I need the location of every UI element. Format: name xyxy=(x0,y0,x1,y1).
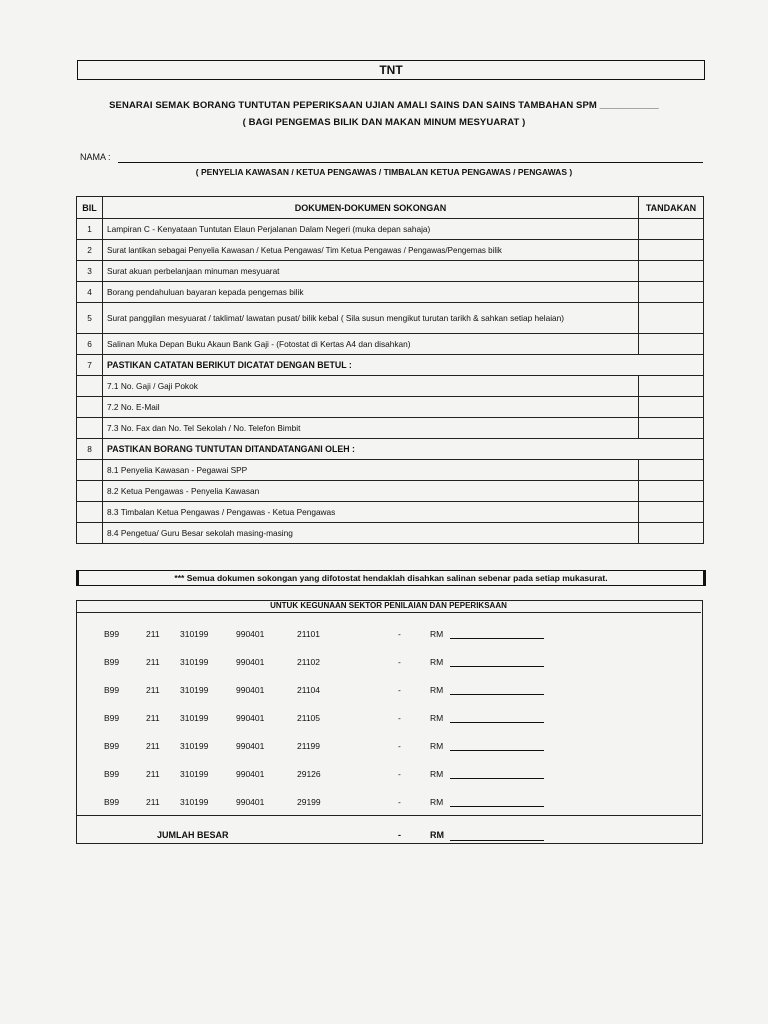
blank-bil xyxy=(77,481,103,502)
total-divider xyxy=(76,815,701,816)
code-c5: 21102 xyxy=(297,657,321,667)
code-c2: 211 xyxy=(146,713,160,723)
row-dash: - xyxy=(398,741,401,751)
row-number: 5 xyxy=(77,303,103,334)
account-code-row xyxy=(0,769,768,781)
table-row xyxy=(77,334,704,355)
rm-label: RM xyxy=(430,797,444,807)
code-c2: 211 xyxy=(146,629,160,639)
tick-cell[interactable] xyxy=(639,502,704,523)
tick-cell[interactable] xyxy=(639,376,704,397)
account-code-row xyxy=(0,741,768,753)
section-8-item: 8.3 Timbalan Ketua Pengawas / Pengawas - Ketua Pengawas xyxy=(103,502,639,523)
code-c3: 310199 xyxy=(180,657,209,667)
table-row xyxy=(77,303,704,334)
row-number: 1 xyxy=(77,219,103,240)
amount-line[interactable] xyxy=(450,778,544,779)
tick-cell[interactable] xyxy=(639,397,704,418)
account-code-row xyxy=(0,657,768,669)
rm-label: RM xyxy=(430,741,444,751)
row-text: Surat panggilan mesyuarat / taklimat/ lawatan pusat/ bilik kebal ( Sila susun mengikut turutan tarikh & sahkan setiap helaian) xyxy=(103,303,639,334)
section-7-item: 7.1 No. Gaji / Gaji Pokok xyxy=(103,376,639,397)
code-c1: B99 xyxy=(104,713,120,723)
row-number: 8 xyxy=(77,439,103,460)
rm-label: RM xyxy=(430,629,444,639)
section-7-item: 7.3 No. Fax dan No. Tel Sekolah / No. Telefon Bimbit xyxy=(103,418,639,439)
tick-cell[interactable] xyxy=(639,282,704,303)
code-c5: 21199 xyxy=(297,741,321,751)
code-c4: 990401 xyxy=(236,769,265,779)
code-c3: 310199 xyxy=(180,741,209,751)
code-c3: 310199 xyxy=(180,713,209,723)
table-row xyxy=(77,219,704,240)
code-c3: 310199 xyxy=(180,769,209,779)
section-8-item: 8.1 Penyelia Kawasan - Pegawai SPP xyxy=(103,460,639,481)
section-7-title: PASTIKAN CATATAN BERIKUT DICATAT DENGAN BETUL : xyxy=(103,355,704,376)
code-c3: 310199 xyxy=(180,685,209,695)
sector-title: UNTUK KEGUNAAN SEKTOR PENILAIAN DAN PEPERIKSAAN xyxy=(76,600,701,613)
code-c2: 211 xyxy=(146,685,160,695)
total-rm-label: RM xyxy=(430,830,444,840)
row-dash: - xyxy=(398,797,401,807)
header-tandakan: TANDAKAN xyxy=(639,197,704,219)
account-code-row xyxy=(0,797,768,809)
list-item xyxy=(77,481,704,502)
code-c1: B99 xyxy=(104,797,120,807)
code-c5: 29126 xyxy=(297,769,321,779)
code-c4: 990401 xyxy=(236,797,265,807)
code-c2: 211 xyxy=(146,769,160,779)
section-8-item: 8.4 Pengetua/ Guru Besar sekolah masing-masing xyxy=(103,523,639,544)
code-c5: 21101 xyxy=(297,629,321,639)
section-8-title-row xyxy=(77,439,704,460)
list-item xyxy=(77,376,704,397)
rm-label: RM xyxy=(430,769,444,779)
section-7-title-row xyxy=(77,355,704,376)
code-c5: 21104 xyxy=(297,685,321,695)
title-box: TNT xyxy=(77,60,705,80)
blank-bil xyxy=(77,523,103,544)
documents-table xyxy=(76,196,704,544)
row-dash: - xyxy=(398,629,401,639)
amount-line[interactable] xyxy=(450,666,544,667)
account-code-row xyxy=(0,713,768,725)
row-dash: - xyxy=(398,769,401,779)
section-7-item: 7.2 No. E-Mail xyxy=(103,397,639,418)
list-item xyxy=(77,460,704,481)
tick-cell[interactable] xyxy=(639,334,704,355)
row-dash: - xyxy=(398,657,401,667)
code-c1: B99 xyxy=(104,685,120,695)
total-amount-line[interactable] xyxy=(450,840,544,841)
blank-bil xyxy=(77,418,103,439)
tick-cell[interactable] xyxy=(639,303,704,334)
code-c2: 211 xyxy=(146,797,160,807)
code-c5: 29199 xyxy=(297,797,321,807)
header-bil: BIL xyxy=(77,197,103,219)
row-number: 7 xyxy=(77,355,103,376)
tick-cell[interactable] xyxy=(639,418,704,439)
row-number: 3 xyxy=(77,261,103,282)
amount-line[interactable] xyxy=(450,722,544,723)
code-c1: B99 xyxy=(104,769,120,779)
section-8-title: PASTIKAN BORANG TUNTUTAN DITANDATANGANI OLEH : xyxy=(103,439,704,460)
table-row xyxy=(77,282,704,303)
code-c4: 990401 xyxy=(236,741,265,751)
code-c2: 211 xyxy=(146,741,160,751)
certification-note: *** Semua dokumen sokongan yang difotostat hendaklah disahkan salinan sebenar pada setiap mukasurat. xyxy=(76,570,706,586)
code-c3: 310199 xyxy=(180,797,209,807)
row-number: 4 xyxy=(77,282,103,303)
tick-cell[interactable] xyxy=(639,523,704,544)
amount-line[interactable] xyxy=(450,694,544,695)
code-c1: B99 xyxy=(104,657,120,667)
heading-line-2: ( BAGI PENGEMAS BILIK DAN MAKAN MINUM MESYUARAT ) xyxy=(242,117,526,128)
tick-cell[interactable] xyxy=(639,219,704,240)
amount-line[interactable] xyxy=(450,806,544,807)
row-text: Borang pendahuluan bayaran kepada pengemas bilik xyxy=(103,282,639,303)
roles-note: ( PENYELIA KAWASAN / KETUA PENGAWAS / TIMBALAN KETUA PENGAWAS / PENGAWAS ) xyxy=(195,167,573,177)
code-c1: B99 xyxy=(104,629,120,639)
code-c4: 990401 xyxy=(236,713,265,723)
table-row xyxy=(77,240,704,261)
list-item xyxy=(77,502,704,523)
amount-line[interactable] xyxy=(450,750,544,751)
section-8-item: 8.2 Ketua Pengawas - Penyelia Kawasan xyxy=(103,481,639,502)
rm-label: RM xyxy=(430,685,444,695)
nama-field-line[interactable] xyxy=(118,162,703,163)
header-documents: DOKUMEN-DOKUMEN SOKONGAN xyxy=(103,197,639,219)
table-header-row xyxy=(77,197,704,219)
code-c4: 990401 xyxy=(236,657,265,667)
list-item xyxy=(77,418,704,439)
blank-bil xyxy=(77,460,103,481)
heading-line-1: SENARAI SEMAK BORANG TUNTUTAN PEPERIKSAAN UJIAN AMALI SAINS DAN SAINS TAMBAHAN SPM ___________ xyxy=(109,100,659,111)
total-label: JUMLAH BESAR xyxy=(157,830,229,840)
row-dash: - xyxy=(398,713,401,723)
table-row xyxy=(77,261,704,282)
blank-bil xyxy=(77,502,103,523)
nama-label: NAMA : xyxy=(80,152,111,162)
amount-line[interactable] xyxy=(450,638,544,639)
row-text: Surat lantikan sebagai Penyelia Kawasan / Ketua Pengawas/ Tim Ketua Pengawas / Pengawas/Pengemas bilik xyxy=(103,240,639,261)
total-dash: - xyxy=(398,830,401,840)
row-text: Salinan Muka Depan Buku Akaun Bank Gaji - (Fotostat di Kertas A4 dan disahkan) xyxy=(103,334,639,355)
row-number: 2 xyxy=(77,240,103,261)
blank-bil xyxy=(77,376,103,397)
list-item xyxy=(77,397,704,418)
blank-bil xyxy=(77,397,103,418)
tick-cell[interactable] xyxy=(639,240,704,261)
tick-cell[interactable] xyxy=(639,481,704,502)
rm-label: RM xyxy=(430,713,444,723)
account-code-row xyxy=(0,629,768,641)
total-row xyxy=(0,830,768,842)
tick-cell[interactable] xyxy=(639,261,704,282)
rm-label: RM xyxy=(430,657,444,667)
code-c1: B99 xyxy=(104,741,120,751)
account-code-row xyxy=(0,685,768,697)
code-c4: 990401 xyxy=(236,629,265,639)
row-text: Lampiran C - Kenyataan Tuntutan Elaun Perjalanan Dalam Negeri (muka depan sahaja) xyxy=(103,219,639,240)
row-dash: - xyxy=(398,685,401,695)
row-number: 6 xyxy=(77,334,103,355)
code-c2: 211 xyxy=(146,657,160,667)
tick-cell[interactable] xyxy=(639,460,704,481)
code-c3: 310199 xyxy=(180,629,209,639)
code-c4: 990401 xyxy=(236,685,265,695)
list-item xyxy=(77,523,704,544)
row-text: Surat akuan perbelanjaan minuman mesyuarat xyxy=(103,261,639,282)
code-c5: 21105 xyxy=(297,713,321,723)
